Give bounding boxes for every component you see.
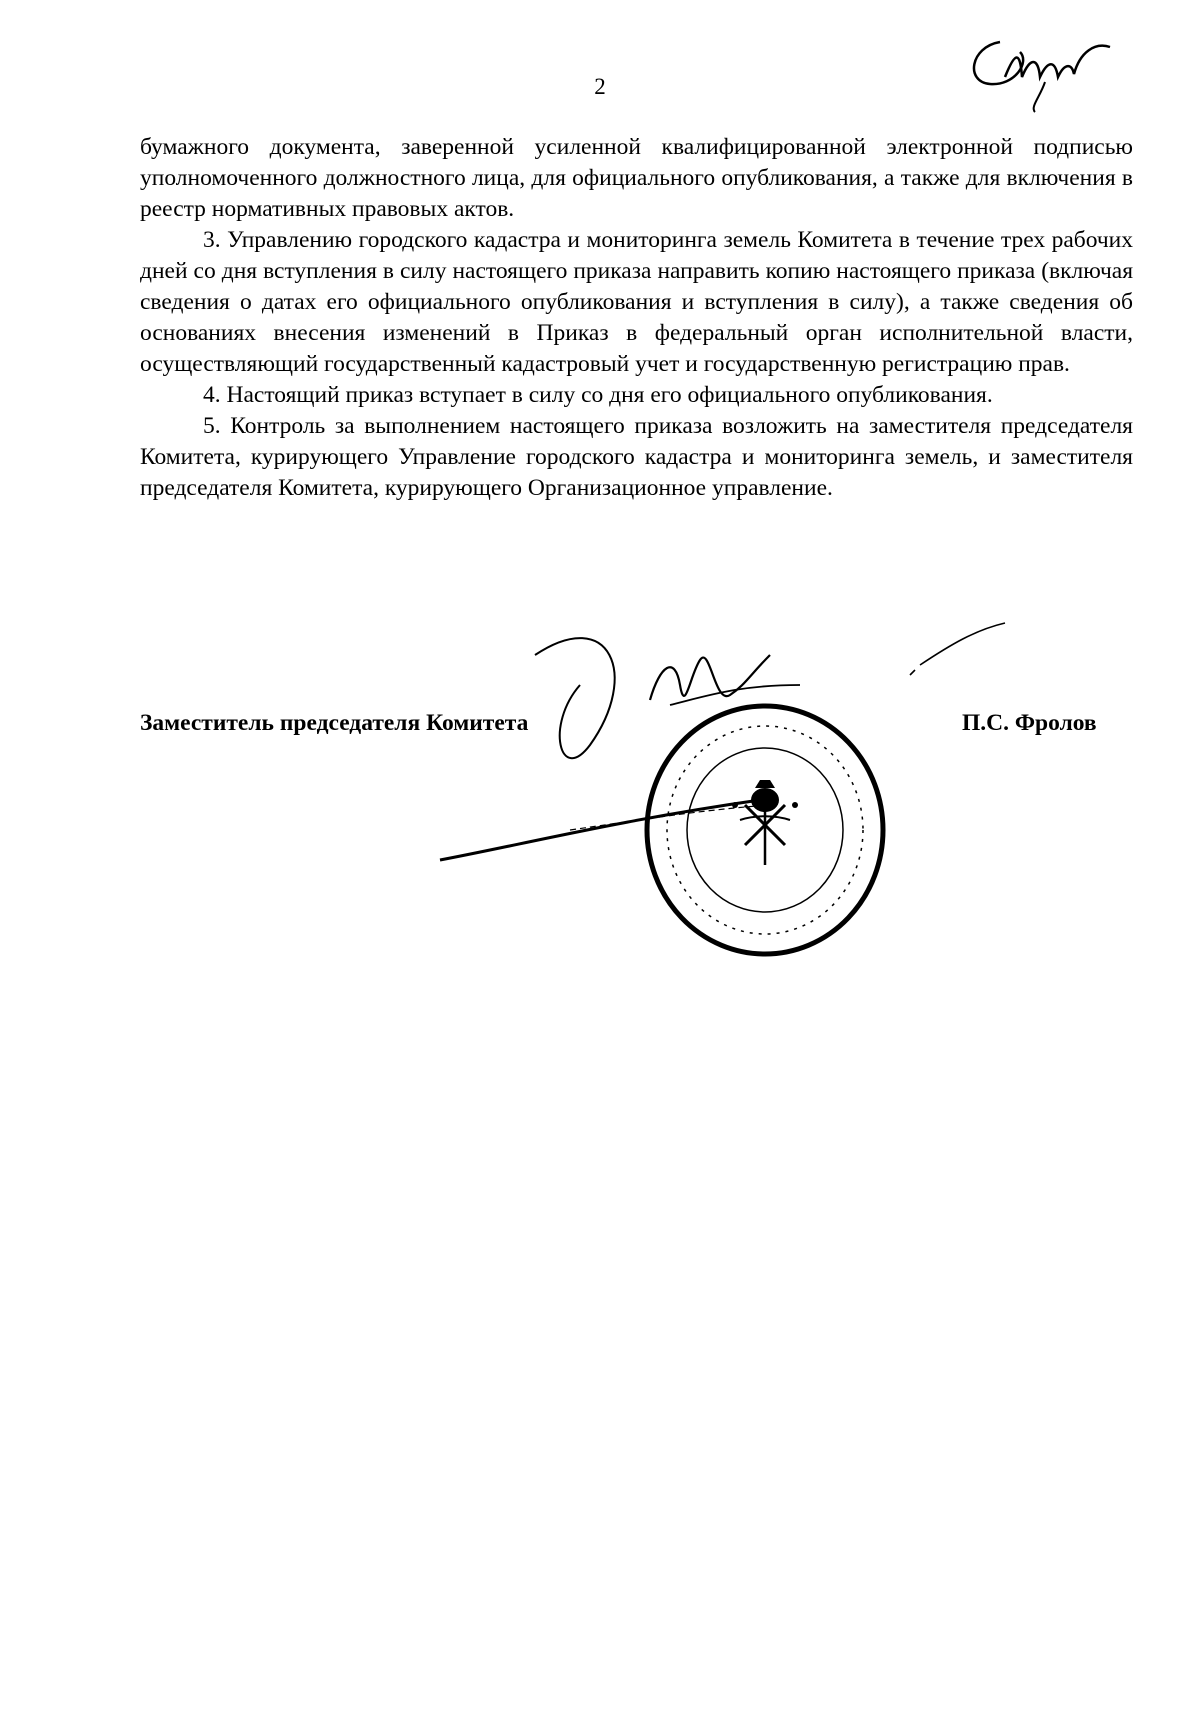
paragraph-continuation: бумажного документа, заверенной усиленной квалифицированной электронной подписью уполномоченного должностного лица, для официального опубликования, а также для включения в реестр нормативных правовых актов. [140, 134, 1133, 222]
handwritten-signature [440, 615, 1030, 875]
paragraph-item-4: 4. Настоящий приказ вступает в силу со дня его официального опубликования. [203, 382, 993, 408]
body-text [140, 132, 1133, 504]
paragraph-item-3: 3. Управлению городского кадастра и мониторинга земель Комитета в течение трех рабочих дней со дня вступления в силу настоящего приказа направить копию настоящего приказа (включая сведения о датах его официального опубликования и вступления в силу), а также сведения об основаниях внесения изменений в Приказ в федеральный орган исполнительной власти, осуществляющий государственный кадастровый учет и государственную регистрацию прав. [140, 227, 1133, 377]
page-number: 2 [594, 74, 606, 99]
paragraph-item-5: 5. Контроль за выполнением настоящего приказа возложить на заместителя председателя Комитета, курирующего Управление городского кадастра и мониторинга земель, и заместителя председателя Комитета, курирующего Организационное управление. [140, 413, 1133, 501]
signatory-position: Заместитель председателя Комитета [140, 710, 529, 736]
signatory-name: П.С. Фролов [962, 710, 1097, 736]
